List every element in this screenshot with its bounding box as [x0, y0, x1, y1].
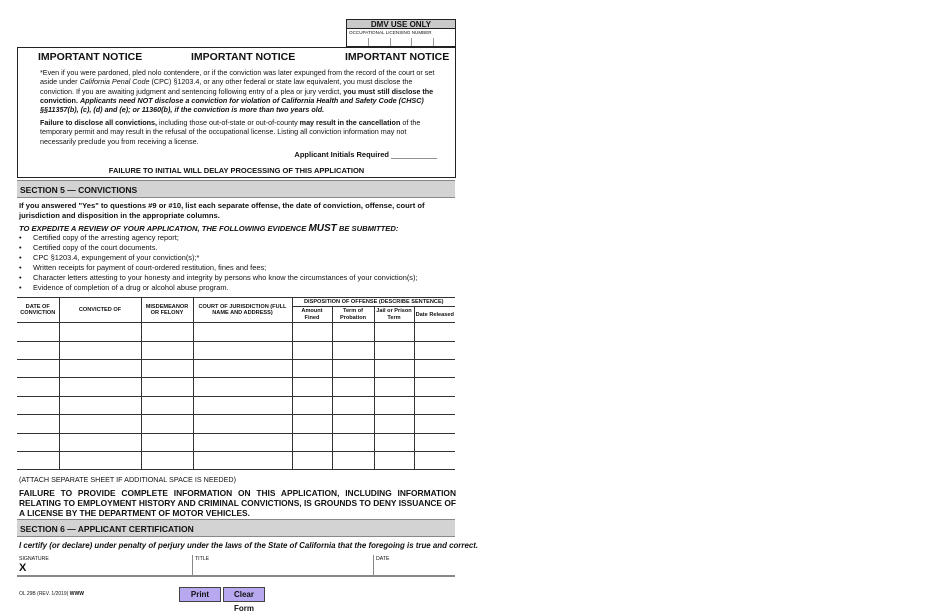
table-cell[interactable]: [332, 396, 374, 414]
table-cell[interactable]: [374, 433, 414, 451]
table-cell[interactable]: [292, 323, 332, 341]
table-cell[interactable]: [193, 378, 292, 396]
table-cell[interactable]: [332, 378, 374, 396]
table-cell[interactable]: [17, 360, 59, 378]
table-cell[interactable]: [17, 396, 59, 414]
evidence-item: • Evidence of completion of a drug or alcohol abuse program.: [19, 283, 418, 293]
occupational-licensing-number-label: OCCUPATIONAL LICENSING NUMBER: [349, 30, 432, 35]
expedite-notice: TO EXPEDITE A REVIEW OF YOUR APPLICATION, THE FOLLOWING EVIDENCE MUST BE SUBMITTED:: [19, 223, 399, 234]
dmv-use-only-title: DMV USE ONLY: [347, 20, 455, 29]
col-date-of-conviction: DATE OF CONVICTION: [17, 298, 59, 323]
table-cell[interactable]: [59, 396, 141, 414]
col-convicted-of: CONVICTED OF: [59, 298, 141, 323]
table-cell[interactable]: [141, 415, 193, 433]
table-cell[interactable]: [141, 396, 193, 414]
col-misdemeanor-or-felony: MISDEMEANOR OR FELONY: [141, 298, 193, 323]
important-notice-heading: IMPORTANT NOTICE: [345, 51, 450, 63]
important-notice-box: [17, 47, 456, 178]
table-cell[interactable]: [193, 341, 292, 359]
form-id: OL 29B (REV. 1/2019) WWW: [19, 591, 84, 597]
evidence-item: • Written receipts for payment of court-ordered restitution, fines and fees;: [19, 263, 418, 273]
table-cell[interactable]: [332, 451, 374, 469]
evidence-item: • Character letters attesting to your honesty and integrity by persons who know the circumstances of your conviction(s);: [19, 273, 418, 283]
table-cell[interactable]: [414, 378, 455, 396]
occupational-licensing-number-field[interactable]: [347, 38, 455, 46]
table-cell[interactable]: [17, 323, 59, 341]
signature-field[interactable]: [17, 555, 193, 577]
table-cell[interactable]: [141, 341, 193, 359]
table-cell[interactable]: [292, 341, 332, 359]
col-term-of-probation: Term of Probation: [332, 307, 374, 323]
notice-paragraph-expunged: *Even if you were pardoned, pled nolo contendere, or if the conviction was later expunged from the record of the court or set aside under California Penal Code (CPC) §1203.4, or any other federal or state law equivalent, you must disclose the conviction. If you are awaiting judgment and sentencing following entry of a plea or jury verdict, you must still disclose the conviction. Applicants need NOT disclose a conviction for violation of California Health and Safety Code (CHSC) §§11357(b), (c), (d) and (e); or 11360(b), if the conviction is more than two years old.: [40, 68, 435, 115]
evidence-list: [19, 233, 418, 294]
signature-x-mark: X: [19, 562, 27, 574]
col-disposition-of-offense: DISPOSITION OF OFFENSE (DESCRIBE SENTENCE): [292, 298, 455, 307]
table-cell[interactable]: [292, 415, 332, 433]
table-cell[interactable]: [59, 360, 141, 378]
applicant-initials-field[interactable]: ___________: [391, 150, 437, 159]
table-row: [17, 415, 455, 433]
table-cell[interactable]: [292, 396, 332, 414]
table-cell[interactable]: [17, 378, 59, 396]
date-field[interactable]: [374, 555, 455, 577]
table-cell[interactable]: [141, 360, 193, 378]
table-cell[interactable]: [292, 433, 332, 451]
table-cell[interactable]: [59, 433, 141, 451]
signature-label: SIGNATURE: [19, 556, 49, 562]
table-cell[interactable]: [414, 323, 455, 341]
table-cell[interactable]: [193, 433, 292, 451]
table-cell[interactable]: [332, 433, 374, 451]
section-5-header: SECTION 5 — CONVICTIONS: [17, 180, 455, 198]
table-cell[interactable]: [332, 360, 374, 378]
date-label: DATE: [376, 556, 390, 562]
table-cell[interactable]: [17, 341, 59, 359]
col-court-of-jurisdiction: COURT OF JURISDICTION (FULL NAME AND ADDRESS): [193, 298, 292, 323]
notice-paragraph-failure-to-disclose: Failure to disclose all convictions, including those out-of-state or out-of-county may result in the cancellation of the temporary permit and may result in the refusal of the occupational license. Listing all conviction information may not necessarily preclude you from receiving a license.: [40, 118, 421, 146]
certification-statement: I certify (or declare) under penalty of perjury under the laws of the State of California that the foregoing is true and correct.: [19, 541, 479, 550]
table-row: [17, 433, 455, 451]
table-cell[interactable]: [141, 378, 193, 396]
col-jail-or-prison-term: Jail or Prison Term: [374, 307, 414, 323]
table-cell[interactable]: [193, 360, 292, 378]
title-label: TITLE: [195, 556, 210, 562]
section-5-instructions: If you answered "Yes" to questions #9 or #10, list each separate offense, the date of conviction, offense, court of jurisdiction and disposition in the appropriate columns.: [19, 201, 425, 220]
table-row: [17, 341, 455, 359]
clear-form-button[interactable]: Clear Form: [223, 587, 265, 602]
dmv-use-only-box: [346, 19, 456, 47]
table-cell[interactable]: [374, 360, 414, 378]
table-cell[interactable]: [414, 360, 455, 378]
table-cell[interactable]: [193, 396, 292, 414]
table-cell[interactable]: [59, 323, 141, 341]
table-cell[interactable]: [414, 433, 455, 451]
table-row: [17, 323, 455, 341]
section-6-header: SECTION 6 — APPLICANT CERTIFICATION: [17, 519, 455, 537]
table-cell[interactable]: [332, 341, 374, 359]
col-amount-fined: Amount Fined: [292, 307, 332, 323]
convictions-table: [17, 297, 455, 470]
important-notice-heading: IMPORTANT NOTICE: [191, 51, 296, 63]
col-date-released: Date Released: [414, 307, 455, 323]
title-field[interactable]: [193, 555, 374, 577]
table-cell[interactable]: [193, 323, 292, 341]
table-cell[interactable]: [374, 378, 414, 396]
table-row: [17, 360, 455, 378]
table-cell[interactable]: [59, 341, 141, 359]
table-cell[interactable]: [193, 451, 292, 469]
table-cell[interactable]: [414, 451, 455, 469]
evidence-item: • CPC §1203.4, expungement of your conviction(s);*: [19, 253, 418, 263]
table-cell[interactable]: [193, 415, 292, 433]
table-cell[interactable]: [59, 378, 141, 396]
table-cell[interactable]: [141, 323, 193, 341]
table-cell[interactable]: [332, 415, 374, 433]
evidence-item: • Certified copy of the arresting agency report;: [19, 233, 418, 243]
important-notice-heading: IMPORTANT NOTICE: [38, 51, 143, 63]
table-cell[interactable]: [374, 341, 414, 359]
table-row: [17, 396, 455, 414]
print-button[interactable]: Print: [179, 587, 221, 602]
table-cell[interactable]: [414, 415, 455, 433]
table-cell[interactable]: [292, 360, 332, 378]
table-row: [17, 378, 455, 396]
table-cell[interactable]: [292, 451, 332, 469]
table-cell[interactable]: [141, 451, 193, 469]
table-cell[interactable]: [414, 396, 455, 414]
table-cell[interactable]: [414, 341, 455, 359]
table-cell[interactable]: [374, 451, 414, 469]
table-cell[interactable]: [332, 323, 374, 341]
table-cell[interactable]: [374, 323, 414, 341]
table-cell[interactable]: [17, 415, 59, 433]
table-cell[interactable]: [374, 396, 414, 414]
evidence-item: • Certified copy of the court documents.: [19, 243, 418, 253]
table-cell[interactable]: [374, 415, 414, 433]
table-cell[interactable]: [17, 433, 59, 451]
table-cell[interactable]: [17, 451, 59, 469]
attach-sheet-note: (ATTACH SEPARATE SHEET IF ADDITIONAL SPACE IS NEEDED): [19, 475, 236, 484]
failure-warning: FAILURE TO PROVIDE COMPLETE INFORMATION ON THIS APPLICATION, INCLUDING INFORMATION RELATING TO EMPLOYMENT HISTORY AND CRIMINAL CONVICTIONS, IS GROUNDS TO DENY ISSUANCE OF A LICENSE BY THE DEPARTMENT OF MOTOR VEHICLES.: [19, 488, 456, 519]
table-row: [17, 451, 455, 469]
table-cell[interactable]: [59, 415, 141, 433]
table-cell[interactable]: [141, 433, 193, 451]
table-cell[interactable]: [292, 378, 332, 396]
applicant-initials: Applicant Initials Required ___________: [294, 150, 437, 159]
table-cell[interactable]: [59, 451, 141, 469]
initial-delay-warning: FAILURE TO INITIAL WILL DELAY PROCESSING OF THIS APPLICATION: [108, 166, 365, 175]
